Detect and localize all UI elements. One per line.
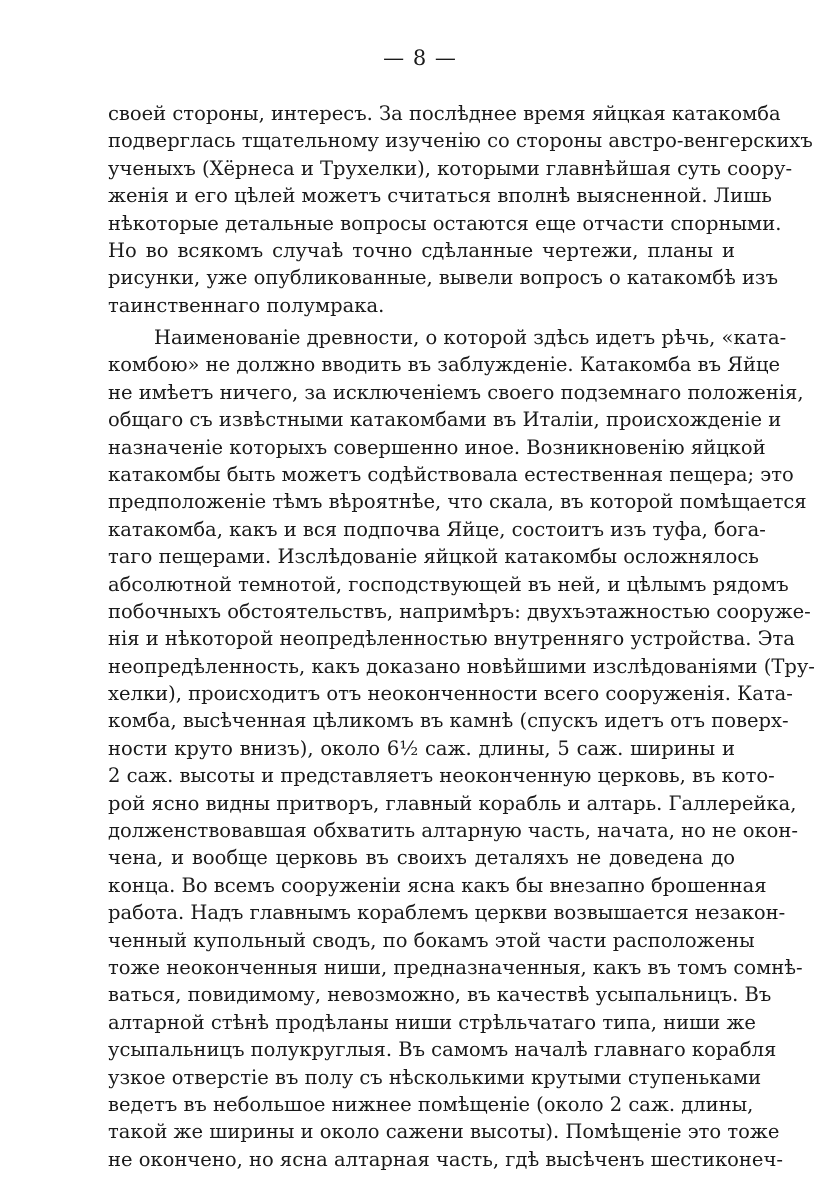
text-line: побочныхъ обстоятельствъ, напримѣръ: двухъэтажностью сооруже-	[108, 599, 811, 623]
text-line: работа. Надъ главнымъ кораблемъ церкви возвышается незакон-	[108, 901, 786, 925]
text-line: конца. Во всемъ сооруженіи ясна какъ бы внезапно брошенная	[108, 873, 767, 897]
text-line: 2 саж. высоты и представляетъ неоконченную церковь, въ кото-	[108, 764, 775, 788]
text-line: усыпальницъ полукруглыя. Въ самомъ началѣ главнаго корабля	[108, 1038, 777, 1062]
text-line: ченный купольный сводъ, по бокамъ этой части расположены	[108, 928, 755, 952]
text-line: назначеніе которыхъ совершенно иное. Возникновенію яйцкой	[108, 435, 766, 459]
text-line: ваться, повидимому, невозможно, въ качествѣ усыпальницъ. Въ	[108, 983, 772, 1007]
text-line: рисунки, уже опубликованные, вывели вопросъ о катакомбѣ изъ	[108, 266, 778, 290]
text-line: хелки), происходитъ отъ неоконченности всего сооруженія. Ката-	[108, 682, 793, 706]
text-line: комбою» не должно вводить въ заблужденіе. Катакомба въ Яйце	[108, 353, 781, 377]
text-line: катакомба, какъ и вся подпочва Яйце, состоитъ изъ туфа, бога-	[108, 517, 766, 541]
text-line: ученыхъ (Хёрнеса и Трухелки), которыми главнѣйшая суть соору-	[108, 156, 793, 180]
text-line: нія и нѣкоторой неопредѣленностью внутренняго устройства. Эта	[108, 627, 795, 651]
text-line: нѣкоторые детальные вопросы остаются еще отчасти спорными.	[108, 211, 782, 235]
text-line: подверглась тщательному изученію со стороны австро-венгерскихъ	[108, 129, 813, 153]
text-line: тоже неоконченныя ниши, предназначенныя, какъ въ томъ сомнѣ-	[108, 955, 803, 979]
text-line: алтарной стѣнѣ продѣланы ниши стрѣльчатаго типа, ниши же	[108, 1010, 756, 1034]
text-line: рой ясно видны притворъ, главный корабль и алтарь. Галлерейка,	[108, 791, 797, 815]
text-line: Наименованіе древности, о которой здѣсь идетъ рѣчь, «ката-	[154, 326, 787, 349]
text-line: таинственнаго полумрака.	[108, 293, 385, 317]
text-line: неопредѣленность, какъ доказано новѣйшими изслѣдованіями (Тру-	[108, 654, 815, 678]
text-line: чена, и вообще церковь въ своихъ деталяхъ не доведена до	[108, 846, 735, 870]
text-line: предположеніе тѣмъ вѣроятнѣе, что скала, въ которой помѣщается	[108, 490, 807, 514]
text-line: своей стороны, интересъ. За послѣднее время яйцкая катакомба	[108, 102, 781, 125]
text-line: таго пещерами. Изслѣдованіе яйцкой катакомбы осложнялось	[108, 545, 759, 569]
text-line: общаго съ извѣстными катакомбами въ Италіи, происхожденіе и	[108, 408, 782, 432]
text-line: такой же ширины и около сажени высоты). Помѣщеніе это тоже	[108, 1120, 780, 1144]
text-line: катакомбы быть можетъ содѣйствовала естественная пещера; это	[108, 462, 794, 486]
text-line: абсолютной темнотой, господствующей въ ней, и цѣлымъ рядомъ	[108, 572, 789, 596]
text-line: ности круто внизъ), около 6½ саж. длины, 5 саж. ширины и	[108, 736, 735, 760]
text-line: Но во всякомъ случаѣ точно сдѣланные чертежи, планы и	[108, 238, 735, 262]
text-line: женія и его цѣлей можетъ считаться вполнѣ выясненной. Лишь	[108, 184, 772, 208]
text-line: комба, высѣченная цѣликомъ въ камнѣ (спускъ идетъ отъ поверх-	[108, 709, 789, 733]
text-line: не имѣетъ ничего, за исключеніемъ своего подземнаго положенія,	[108, 380, 804, 404]
paragraph-2	[108, 324, 815, 1173]
text-line: узкое отверстіе въ полу съ нѣсколькими крутыми ступеньками	[108, 1065, 762, 1089]
text-line: ведетъ въ небольшое нижнее помѣщеніе (около 2 саж. длины,	[108, 1092, 754, 1116]
text-line: долженствовавшая обхватить алтарную часть, начата, но не окон-	[108, 819, 799, 843]
page-number: — 8 —	[383, 46, 457, 70]
paragraph-1	[108, 100, 813, 319]
text-line: не окончено, но ясна алтарная часть, гдѣ высѣченъ шестиконеч-	[108, 1147, 783, 1171]
